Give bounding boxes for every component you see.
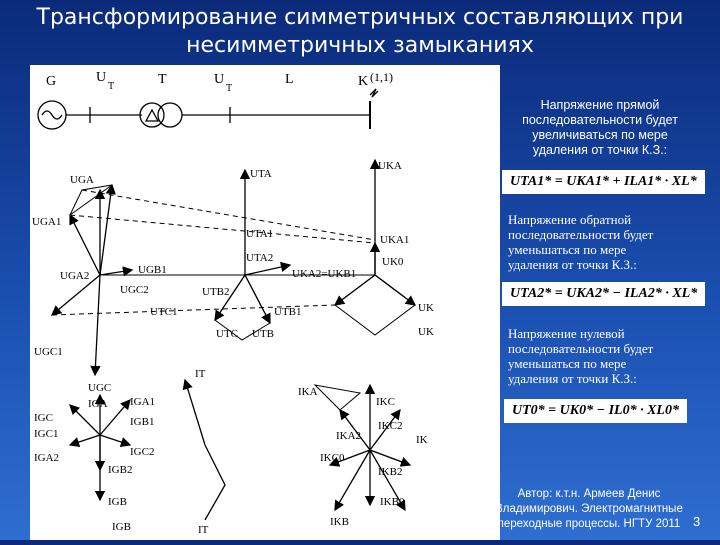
formula-zero: UT0* = UK0* − IL0* · XL0* (504, 399, 687, 423)
label-iga: IGA (88, 398, 108, 410)
label-igc2: IGC2 (130, 446, 155, 458)
label-k: K (358, 74, 369, 89)
note-positive-line-3: увеличиваться по мере (532, 128, 668, 142)
label-ugc: UGC (88, 382, 112, 394)
label-ikc2: IKC2 (378, 420, 403, 432)
label-ikc: IKC (376, 396, 395, 408)
label-uga2: UGA2 (60, 270, 90, 282)
single-line-scheme (38, 89, 378, 129)
transformer-winding-2 (158, 103, 182, 127)
formula-negative: UTA2* = UKA2* − ILA2* · XL* (502, 282, 705, 306)
label-ikb2: IKB2 (378, 466, 403, 478)
label-ikc0: IKC0 (320, 452, 345, 464)
label-g: G (46, 74, 57, 89)
slide-title (20, 4, 700, 60)
label-ikb: IKB (330, 516, 349, 528)
label-uga: UGA (70, 174, 94, 186)
label-iga1: IGA1 (130, 396, 156, 408)
author-line-3: переходные процессы. НГТУ 2011 (497, 518, 681, 530)
label-ugc2: UGC2 (120, 284, 149, 296)
phasor-diagram (30, 65, 500, 540)
note-positive-sequence (505, 98, 695, 158)
label-uta1: UTA1 (246, 228, 274, 240)
label-igc: IGC (34, 412, 53, 424)
transformer-winding-1 (140, 103, 164, 127)
label-l: L (285, 72, 294, 87)
page-number: 3 (693, 514, 701, 529)
label-utb: UTB (252, 328, 274, 340)
label-uta2: UTA2 (246, 252, 274, 264)
note-zero-line-3: уменьшаться по мере (508, 356, 627, 371)
label-uta: UTA (250, 168, 272, 180)
label-ut-left-sub: T (108, 81, 115, 92)
author-line-2: Владимирович. Электромагнитные (495, 503, 683, 515)
title-line-2: несимметричных замыканиях (186, 33, 534, 58)
note-positive-line-4: удаления от точки К.З.: (532, 143, 668, 157)
note-negative-line-2: последовательности будет (508, 227, 654, 242)
note-zero-line-4: удаления от точки К.З.: (508, 371, 637, 386)
label-utb2: UTB2 (202, 286, 230, 298)
note-negative-line-1: Напряжение обратной (508, 212, 632, 227)
note-zero-line-2: последовательности будет (508, 341, 654, 356)
label-uka2: UKA2=UKB1 (292, 268, 357, 280)
label-ut-left: U (96, 70, 107, 85)
label-ika2: IKA2 (336, 430, 362, 442)
label-igc1: IGC1 (34, 428, 59, 440)
label-utc: UTC (216, 328, 238, 340)
label-it1: IT (195, 368, 206, 380)
label-igb: IGB (112, 521, 131, 533)
label-it2: IT (198, 524, 209, 536)
label-ugc1: UGC1 (34, 346, 63, 358)
label-utc1: UTC1 (150, 306, 178, 318)
label-uga1: UGA1 (32, 216, 62, 228)
label-uk0: UK0 (382, 256, 404, 268)
label-ikb0: IKB0 (380, 496, 405, 508)
diagram-svg (30, 65, 500, 540)
author-line-1: Автор: к.т.н. Армеев Денис (517, 488, 661, 500)
label-utb1: UTB1 (274, 306, 302, 318)
label-k-type: (1,1) (370, 70, 393, 84)
note-positive-line-1: Напряжение прямой (540, 98, 660, 112)
label-uka: UKA (378, 160, 402, 172)
note-negative-line-3: уменьшаться по мере (508, 242, 627, 257)
note-zero-line-1: Напряжение нулевой (508, 326, 625, 341)
formula-positive: UTA1* = UKA1* + ILA1* · XL* (502, 170, 705, 194)
title-line-1: Трансформирование симметричных составляющих при (36, 5, 684, 30)
label-ugb1: UGB1 (138, 264, 167, 276)
label-uk: UK (418, 302, 434, 314)
label-ut-right: U (214, 72, 225, 87)
note-positive-line-2: последовательности будет (522, 113, 678, 127)
label-ik: IK (416, 434, 428, 446)
label-igb0: IGB (108, 496, 127, 508)
note-zero-sequence (508, 326, 698, 386)
note-negative-line-4: удаления от точки К.З.: (508, 257, 637, 272)
label-ika: IKA (298, 386, 318, 398)
label-igb1: IGB1 (130, 416, 155, 428)
label-t: T (158, 72, 167, 87)
label-ut-right-sub: T (226, 83, 233, 94)
label-iga2: IGA2 (34, 452, 60, 464)
voltage-phasors (52, 160, 415, 375)
label-igb2: IGB2 (108, 464, 133, 476)
label-uka1: UKA1 (380, 234, 410, 246)
note-negative-sequence (508, 212, 698, 272)
author-credit (484, 487, 694, 532)
label-uk2: UK (418, 326, 434, 338)
